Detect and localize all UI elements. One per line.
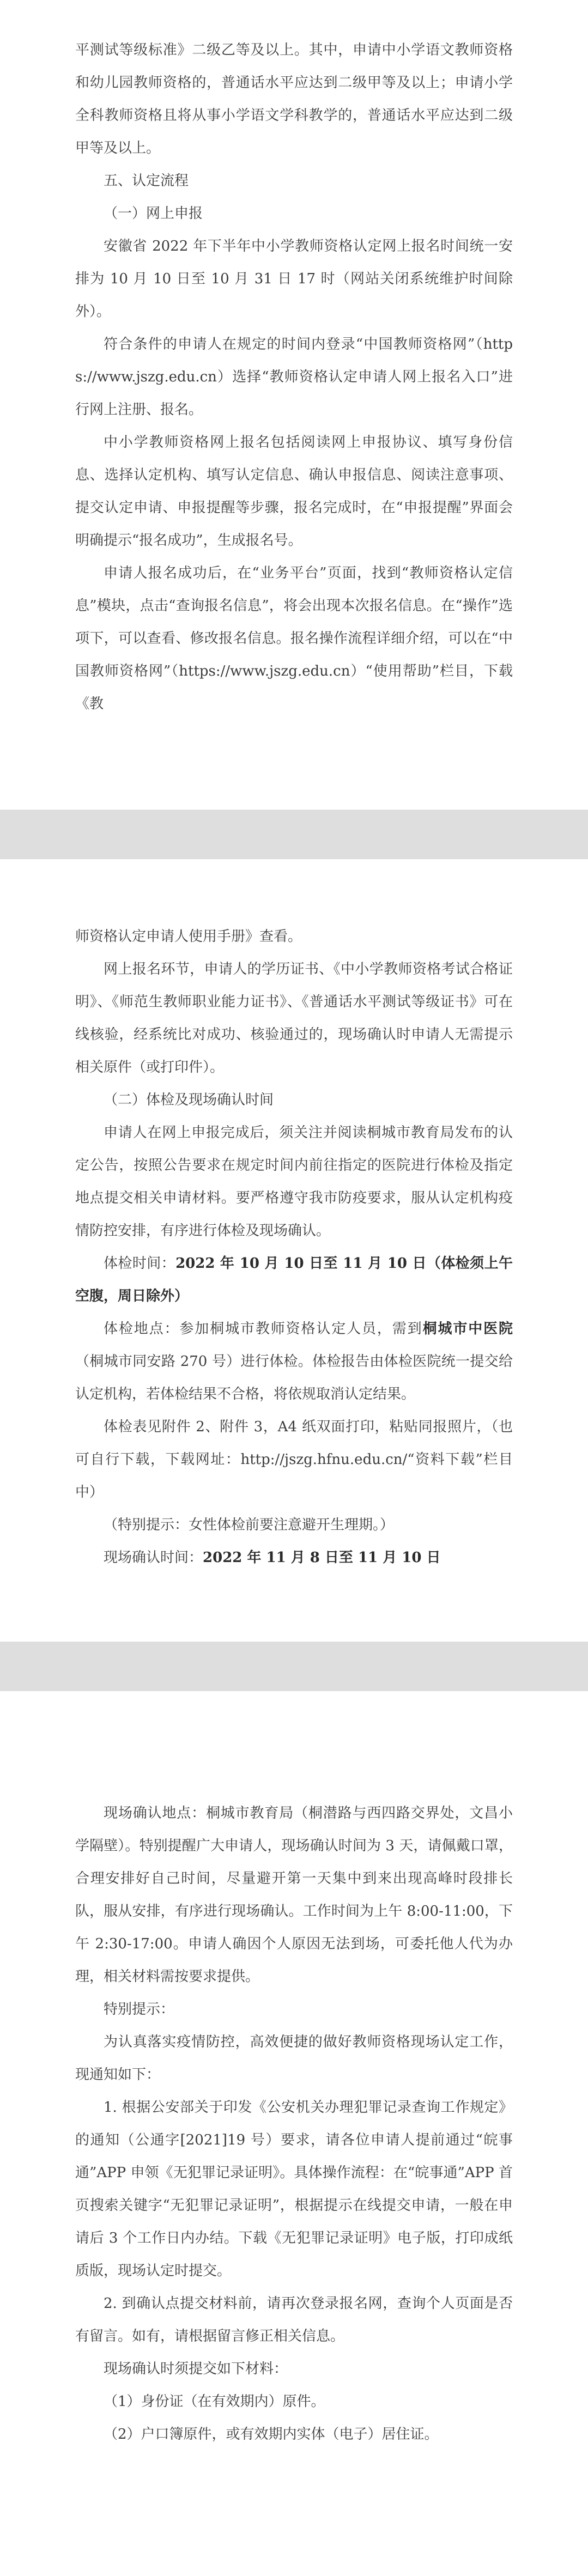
- paragraph: 网上报名环节，申请人的学历证书、《中小学教师资格考试合格证明》、《师范生教师职业能力证书》、《普通话水平测试等级证书》可在线核验，经系统比对成功、核验通过的，现场确认时申请人无需提示相关原件（或打印件）。: [75, 961, 513, 1076]
- special-note-heading: 特别提示：: [104, 2001, 175, 2018]
- paragraph: 安徽省 2022 年下半年中小学教师资格认定网上报名时间统一安排为 10 月 10 日至 10 月 31 日 17 时（网站关闭系统维护时间除外）。: [75, 238, 513, 320]
- exam-time-label: 体检时间：: [104, 1255, 176, 1272]
- subsection-heading: （二）体检及现场确认时间: [104, 1092, 274, 1108]
- paragraph: 申请人报名成功后，在“业务平台”页面，找到“教师资格认定信息”模块，点击“查询报名信息”，将会出现本次报名信息。在“操作”选项下，可以查看、修改报名信息。报名操作流程详细介绍，可以在“中国教师资格网”（https://www.jszg.edu.cn）“使用帮助”栏目，下载《教: [75, 565, 513, 712]
- exam-time-paragraph: [75, 1247, 513, 1313]
- paragraph: 现场确认时须提交如下材料：: [104, 2361, 288, 2377]
- paragraph: 符合条件的申请人在规定的时间内登录“中国教师资格网”（https://www.jszg.edu.cn）选择“教师资格认定申请人网上报名入口”进行网上注册、报名。: [75, 336, 513, 418]
- exam-time-value: 2022 年 10 月 10 日至 11 月 10 日（体检须上午空腹，周日除外）: [75, 1255, 513, 1304]
- paragraph: 现场确认地点：桐城市教育局（桐潜路与西四路交界处，文昌小学隔壁）。特别提醒广大申请人，现场确认时间为 3 天，请佩戴口罩，合理安排好自己时间，尽量避开第一天集中到来出现高峰时段排长队，服从安排，有序进行现场确认。工作时间为上午 8:00-11:00，下午 2:30-17:00。申请人确因个人原因无法到场，可委托他人代为办理，相关材料需按要求提供。: [75, 1805, 513, 1985]
- paragraph: 中小学教师资格网上报名包括阅读网上申报协议、填写身份信息、选择认定机构、填写认定信息、确认申报信息、阅读注意事项、提交认定申请、申报提醒等步骤，报名完成时，在“申报提醒”界面会明确提示“报名成功”，生成报名号。: [75, 434, 513, 549]
- form-note-paragraph: 体检表见附件 2、附件 3，A4 纸双面打印，粘贴同报照片，（也可自行下载，下载网址：http://jszg.hfnu.edu.cn/“资料下载”栏目中）: [75, 1419, 513, 1500]
- section-heading: 五、认定流程: [104, 173, 189, 189]
- paragraph: 申请人在网上申报完成后，须关注并阅读桐城市教育局发布的认定公告，按照公告要求在规定时间内前往指定的医院进行体检及指定地点提交相关申请材料。要严格遵守我市防疫要求，服从认定机构疫情防控安排，有序进行体检及现场确认。: [75, 1125, 513, 1239]
- paragraph: 平测试等级标准》二级乙等及以上。其中，申请中小学语文教师资格和幼儿园教师资格的，普通话水平应达到二级甲等及以上；申请小学全科教师资格且将从事小学语文学科教学的，普通话水平应达到二级甲等及以上。: [75, 42, 513, 156]
- paragraph: 2. 到确认点提交材料前，请再次登录报名网，查询个人页面是否有留言。如有，请根据留言修正相关信息。: [75, 2295, 513, 2344]
- exam-place-rest: （桐城市同安路 270 号）进行体检。体检报告由体检医院统一提交给认定机构，若体检结果不合格，将依规取消认定结果。: [75, 1353, 513, 1402]
- confirm-time-paragraph: [75, 1541, 513, 1574]
- paragraph: 1. 根据公安部关于印发《公安机关办理犯罪记录查询工作规定》的通知（公通字[2021]19 号）要求，请各位申请人提前通过“皖事通”APP 申领《无犯罪记录证明》。具体操作流程：在“皖事通”APP 首页搜索关键字“无犯罪记录证明”，根据提示在线提交申请，一般在申请后 3 个工作日内办结。下载《无犯罪记录证明》电子版，打印成纸质版，现场认定时提交。: [75, 2099, 513, 2279]
- list-item: （2）户口簿原件，或有效期内实体（电子）居住证。: [104, 2426, 439, 2443]
- exam-place-label: 体检地点：参加桐城市教师资格认定人员，需到: [104, 1321, 423, 1337]
- page-separator: [0, 1642, 588, 1691]
- document-page-1: [0, 0, 588, 810]
- list-item: （1）身份证（在有效期内）原件。: [104, 2393, 325, 2410]
- confirm-time-label: 现场确认时间：: [104, 1550, 203, 1566]
- document-page-3: [0, 1691, 588, 2576]
- paragraph: 为认真落实疫情防控，高效便捷的做好教师资格现场认定工作，现通知如下：: [75, 2034, 513, 2083]
- exam-place-paragraph: [75, 1313, 513, 1411]
- paragraph: 师资格认定申请人使用手册》查看。: [75, 928, 302, 945]
- subsection-heading: （一）网上申报: [104, 205, 203, 222]
- confirm-time-value: 2022 年 11 月 8 日至 11 月 10 日: [203, 1550, 441, 1566]
- document-page-2: [0, 859, 588, 1642]
- exam-hospital-name: 桐城市中医院: [422, 1321, 513, 1337]
- special-note: （特别提示：女性体检前要注意避开生理期。）: [104, 1517, 395, 1533]
- page-separator: [0, 810, 588, 859]
